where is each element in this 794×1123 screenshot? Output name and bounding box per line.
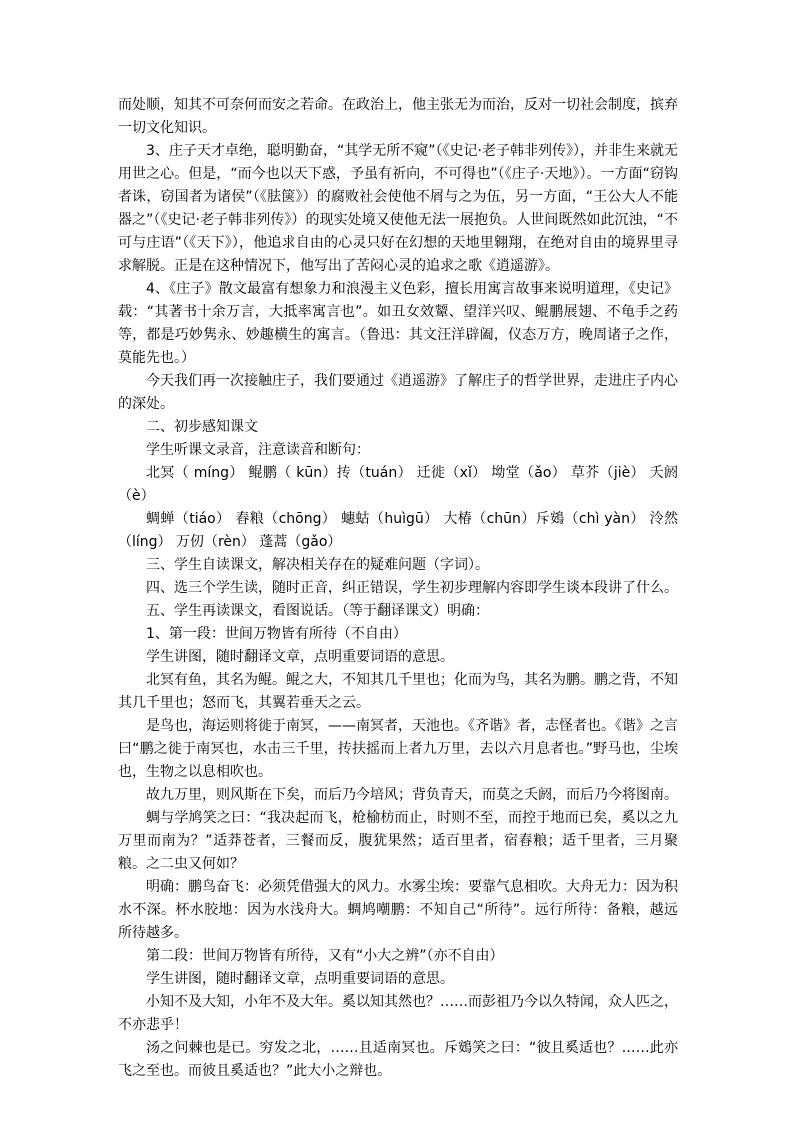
paragraph: 4、《庄子》散文最富有想象力和浪漫主义色彩，擅长用寓言故事来说明道理，《史记》载：“其著书十余万言，大抵率寓言也”。如丑女效颦、望洋兴叹、鲲鹏展翅、不龟手之药等，都是巧妙隽永、妙趣横生的寓言。（鲁迅：其文汪洋辟阖，仪态万方，晚周诸子之作，莫能先也。） bbox=[118, 281, 678, 366]
paragraph: 蜩蝉（tiáo） 舂粮（chōng） 蟪蛄（huìgū） 大椿（chūn）斥鴳（chì yàn） 泠然（líng） 万仞（rèn） 蓬蒿（gǎo） bbox=[118, 511, 678, 550]
paragraph: 小知不及大知，小年不及大年。奚以知其然也？……而彭祖乃今以久特闻，众人匹之，不亦悲乎！ bbox=[118, 994, 678, 1033]
paragraph: 汤之问棘也是已。穷发之北，……且适南冥也。斥鴳笑之曰：“彼且奚适也？……此亦飞之至也。而彼且奚适也？”此大小之辩也。 bbox=[118, 1040, 678, 1079]
paragraph: 1、第一段：世间万物皆有所待（不自由） bbox=[146, 626, 407, 642]
paragraph: 而处顺，知其不可奈何而安之若命。在政治上，他主张无为而治，反对一切社会制度，摈弃一切文化知识。 bbox=[118, 97, 678, 136]
paragraph: 故九万里，则风斯在下矣，而后乃今培风；背负青天，而莫之夭阏，而后乃今将图南。 bbox=[146, 787, 678, 803]
paragraph: 学生讲图，随时翻译文章，点明重要词语的意思。 bbox=[146, 649, 454, 665]
paragraph: 二、初步感知课文 bbox=[146, 419, 258, 435]
paragraph: 五、学生再读课文，看图说话。（等于翻译课文）明确： bbox=[146, 603, 489, 619]
paragraph: 第二段：世间万物皆有所待，又有“小大之辨”（亦不自由） bbox=[146, 948, 504, 964]
paragraph: 学生讲图，随时翻译文章，点明重要词语的意思。 bbox=[146, 971, 454, 987]
paragraph: 是鸟也，海运则将徙于南冥，——南冥者，天池也。《齐谐》者，志怪者也。《谐》之言曰“鹏之徙于南冥也，水击三千里，抟扶摇而上者九万里，去以六月息者也。”野马也，尘埃也，生物之以息相吹也。 bbox=[118, 718, 678, 780]
paragraph: 今天我们再一次接触庄子，我们要通过《逍遥游》了解庄子的哲学世界，走进庄子内心的深处。 bbox=[118, 373, 678, 412]
paragraph: 北冥有鱼，其名为鲲。鲲之大，不知其几千里也；化而为鸟，其名为鹏。鹏之背，不知其几千里也；怒而飞，其翼若垂天之云。 bbox=[118, 672, 678, 711]
paragraph: 蜩与学鸠笑之曰：“我决起而飞，枪榆枋而止，时则不至，而控于地而已矣，奚以之九万里而南为？”适莽苍者，三餐而反，腹犹果然；适百里者，宿舂粮；适千里者，三月聚粮。之二虫又何如？ bbox=[118, 810, 678, 872]
paragraph: 北冥（ míng） 鲲鹏（ kūn）抟（tuán） 迁徙（xǐ） 坳堂（ǎo） 草芥（jiè） 夭阏（è） bbox=[118, 465, 678, 504]
paragraph: 四、选三个学生读，随时正音，纠正错误，学生初步理解内容即学生谈本段讲了什么。 bbox=[146, 580, 678, 596]
document-body bbox=[118, 94, 678, 1083]
paragraph: 明确：鹏鸟奋飞：必须凭借强大的风力。水雾尘埃：要靠气息相吹。大舟无力：因为积水不深。杯水胶地：因为水浅舟大。蜩鸠嘲鹏：不知自己“所待”。远行所待：备粮，越远所待越多。 bbox=[118, 879, 678, 941]
paragraph: 三、学生自读课文，解决相关存在的疑难问题（字词）。 bbox=[146, 557, 489, 573]
paragraph: 3、庄子天才卓绝，聪明勤奋，“其学无所不窥”（《史记·老子韩非列传》），并非生来就无用世之心。但是，“而今也以天下惑，予虽有祈向，不可得也”（《庄子·天地》）。一方面“窃钩者诛，窃国者为诸侯”（《胠箧》）的腐败社会使他不屑与之为伍，另一方面，“王公大人不能器之”（《史记·老子韩非列传》）的现实处境又使他无法一展抱负。人世间既然如此沉浊，“不可与庄语”（《天下》），他追求自由的心灵只好在幻想的天地里翱翔，在绝对自由的境界里寻求解脱。正是在这种情况下，他写出了苦闷心灵的追求之歌《逍遥游》。 bbox=[118, 143, 678, 274]
paragraph: 学生听课文录音，注意读音和断句： bbox=[146, 442, 370, 458]
